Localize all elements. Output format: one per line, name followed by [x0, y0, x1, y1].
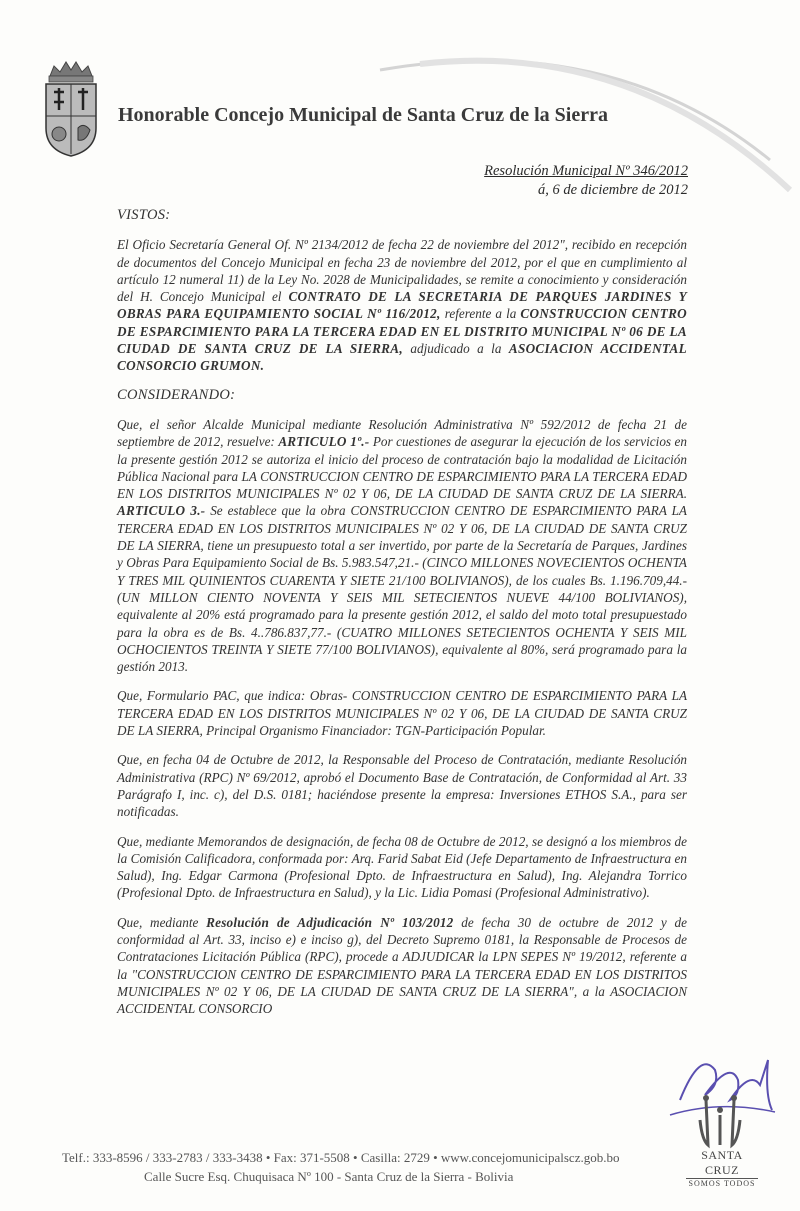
- page-footer: [62, 1148, 619, 1186]
- contractor-name: ASOCIACION ACCIDENTAL CONSORCIO GRUMON.: [117, 341, 687, 374]
- logo-name: SANTA CRUZ: [686, 1148, 758, 1179]
- considerando-text: Por cuestiones de asegurar la ejecución de los servicios en la presente gestión 2012 se autoriza el inicio del proceso de contratación bajo la modalidad de Licitación Pública Nacional para LA CONSTRUCCION CENTRO DE ESPARCIMIENTO PARA LA TERCERA EDAD EN LOS DISTRITOS MUNICIPALES Nº 02 Y 06, DE LA CIUDAD DE SANTA CRUZ DE LA SIERRA.: [117, 434, 687, 502]
- footer-contact: Telf.: 333-8596 / 333-2783 / 333-3438 • Fax: 371-5508 • Casilla: 2729 • www.concejomunicipalscz.gob.bo: [62, 1150, 620, 1165]
- considerando-paragraph-3: Que, en fecha 04 de Octubre de 2012, la Responsable del Proceso de Contratación, mediante Resolución Administrativa (RPC) Nº 69/2012, aprobó el Documento Base de Contratación, de Conformidad al Art. 33 Parágrafo I, inc. c), del D.S. 0181; haciéndose presente la empresa: Inversiones ETHOS S.A., para ser notificadas.: [117, 752, 687, 820]
- article-label: ARTICULO 3.-: [117, 503, 206, 519]
- vistos-text: adjudicado a la: [402, 341, 509, 357]
- vistos-paragraph: [117, 236, 687, 374]
- contract-title: CONTRATO DE LA SECRETARIA DE PARQUES JARDINES Y OBRAS PARA EQUIPAMIENTO SOCIAL Nº 116/2012,: [117, 289, 687, 322]
- considerando-paragraph-1: [117, 416, 687, 675]
- resolution-header: [484, 162, 688, 200]
- considerando-text: Se establece que la obra CONSTRUCCION CENTRO DE ESPARCIMIENTO PARA LA TERCERA EDAD EN LOS DISTRITOS MUNICIPALES Nº 02 Y 06, DE LA CIUDAD DE SANTA CRUZ DE LA SIERRA, tiene un presupuesto total a ser invertido, por parte de la Secretaría de Parques, Jardines y Obras Para Equipamiento Social de Bs. 5.983.547,21.- (CINCO MILLONES NOVECIENTOS OCHENTA Y TRES MIL QUINIENTOS CUARENTA Y SIETE 21/100 BOLIVIANOS), de los cuales Bs. 1.196.709,44.- (UN MILLON CIENTO NOVENTA Y SEIS MIL SETECIENTOS NUEVE 44/100 BOLIVIANOS), equivalente al 20% está programado para la presente gestión 2012, el saldo del moto total presupuestado para la obra es de Bs. 4..786.837,77.- (CUATRO MILLONES SETECIENTOS OCHENTA Y SEIS MIL OCHOCIENTOS TREINTA Y SIETE 77/100 BOLIVIANOS), equivalente al 80%, será programado para la gestión 2013.: [117, 503, 687, 675]
- logo-tagline: SOMOS TODOS: [688, 1179, 756, 1188]
- vistos-text: referente a la: [440, 306, 521, 322]
- footer-address: Calle Sucre Esq. Chuquisaca Nº 100 - Santa Cruz de la Sierra - Bolivia: [144, 1169, 514, 1184]
- project-title: CONSTRUCCION CENTRO DE ESPARCIMIENTO PARA LA TERCERA EDAD EN EL DISTRITO MUNICIPAL Nº 06 DE LA CIUDAD DE SANTA CRUZ DE LA SIERRA,: [117, 306, 687, 357]
- coat-of-arms-icon: [40, 58, 102, 158]
- considerando-paragraph-5: [117, 914, 687, 1018]
- considerando-text: de fecha 30 de octubre de 2012 y de conformidad al Art. 33, inciso e) e inciso g), del Decreto Supremo 0181, la Responsable de Procesos de Contrataciones Licitación Pública (RPC), procede a ADJUDICAR la LPN SEPES Nº 19/2012, referente a la "CONSTRUCCION CENTRO DE ESPARCIMIENTO PARA LA TERCERA EDAD EN LOS DISTRITOS MUNICIPALES Nº 02 Y 06, DE LA CIUDAD DE SANTA CRUZ DE LA SIERRA", a la ASOCIACION ACCIDENTAL CONSORCIO: [117, 914, 687, 1017]
- resolution-date: á, 6 de diciembre de 2012: [537, 182, 688, 198]
- adjudication-resolution: Resolución de Adjudicación Nº 103/2012: [206, 914, 454, 930]
- considerando-text: Que, mediante: [117, 914, 207, 930]
- article-label: ARTICULO 1º.-: [278, 434, 370, 450]
- document-body: [117, 203, 687, 1029]
- page-title: Honorable Concejo Municipal de Santa Cruz de la Sierra: [118, 104, 608, 126]
- considerando-paragraph-2: Que, Formulario PAC, que indica: Obras- CONSTRUCCION CENTRO DE ESPARCIMIENTO PARA LA TERCERA EDAD EN LOS DISTRITOS MUNICIPALES Nº 02 Y 06, DE LA CIUDAD DE SANTA CRUZ DE LA SIERRA, Principal Organismo Financiador: TGN-Participación Popular.: [117, 688, 687, 739]
- vistos-text: El Oficio Secretaría General Of. Nº 2134/2012 de fecha 22 de noviembre del 2012", recibido en recepción de documentos del Concejo Municipal en fecha 23 de noviembre del 2012, por el que en cumplimiento al artículo 12 numeral 11) de la Ley No. 2028 de Municipalidades, se remite a conocimiento y consideración del H. Concejo Municipal el: [117, 237, 687, 305]
- considerando-heading: CONSIDERANDO:: [117, 386, 236, 403]
- vistos-heading: VISTOS:: [117, 207, 171, 223]
- considerando-text: Que, el señor Alcalde Municipal mediante Resolución Administrativa Nº 592/2012 de fecha 21 de septiembre de 2012, resuelve:: [117, 416, 687, 450]
- considerando-paragraph-4: Que, mediante Memorandos de designación, de fecha 08 de Octubre de 2012, se designó a los miembros de la Comisión Calificadora, conformada por: Arq. Farid Sabat Eid (Jefe Departamento de Infraestructura en Salud), Ing. Edgar Carmona (Profesional Dpto. de Infraestructura en Salud), Ing. Alejandra Torrico (Profesional Dpto. de Infraestructura en Salud), y la Lic. Lidia Pomasi (Profesional Administrativo).: [117, 833, 687, 901]
- resolution-number: Resolución Municipal Nº 346/2012: [484, 163, 688, 179]
- logo-text: [686, 1148, 758, 1188]
